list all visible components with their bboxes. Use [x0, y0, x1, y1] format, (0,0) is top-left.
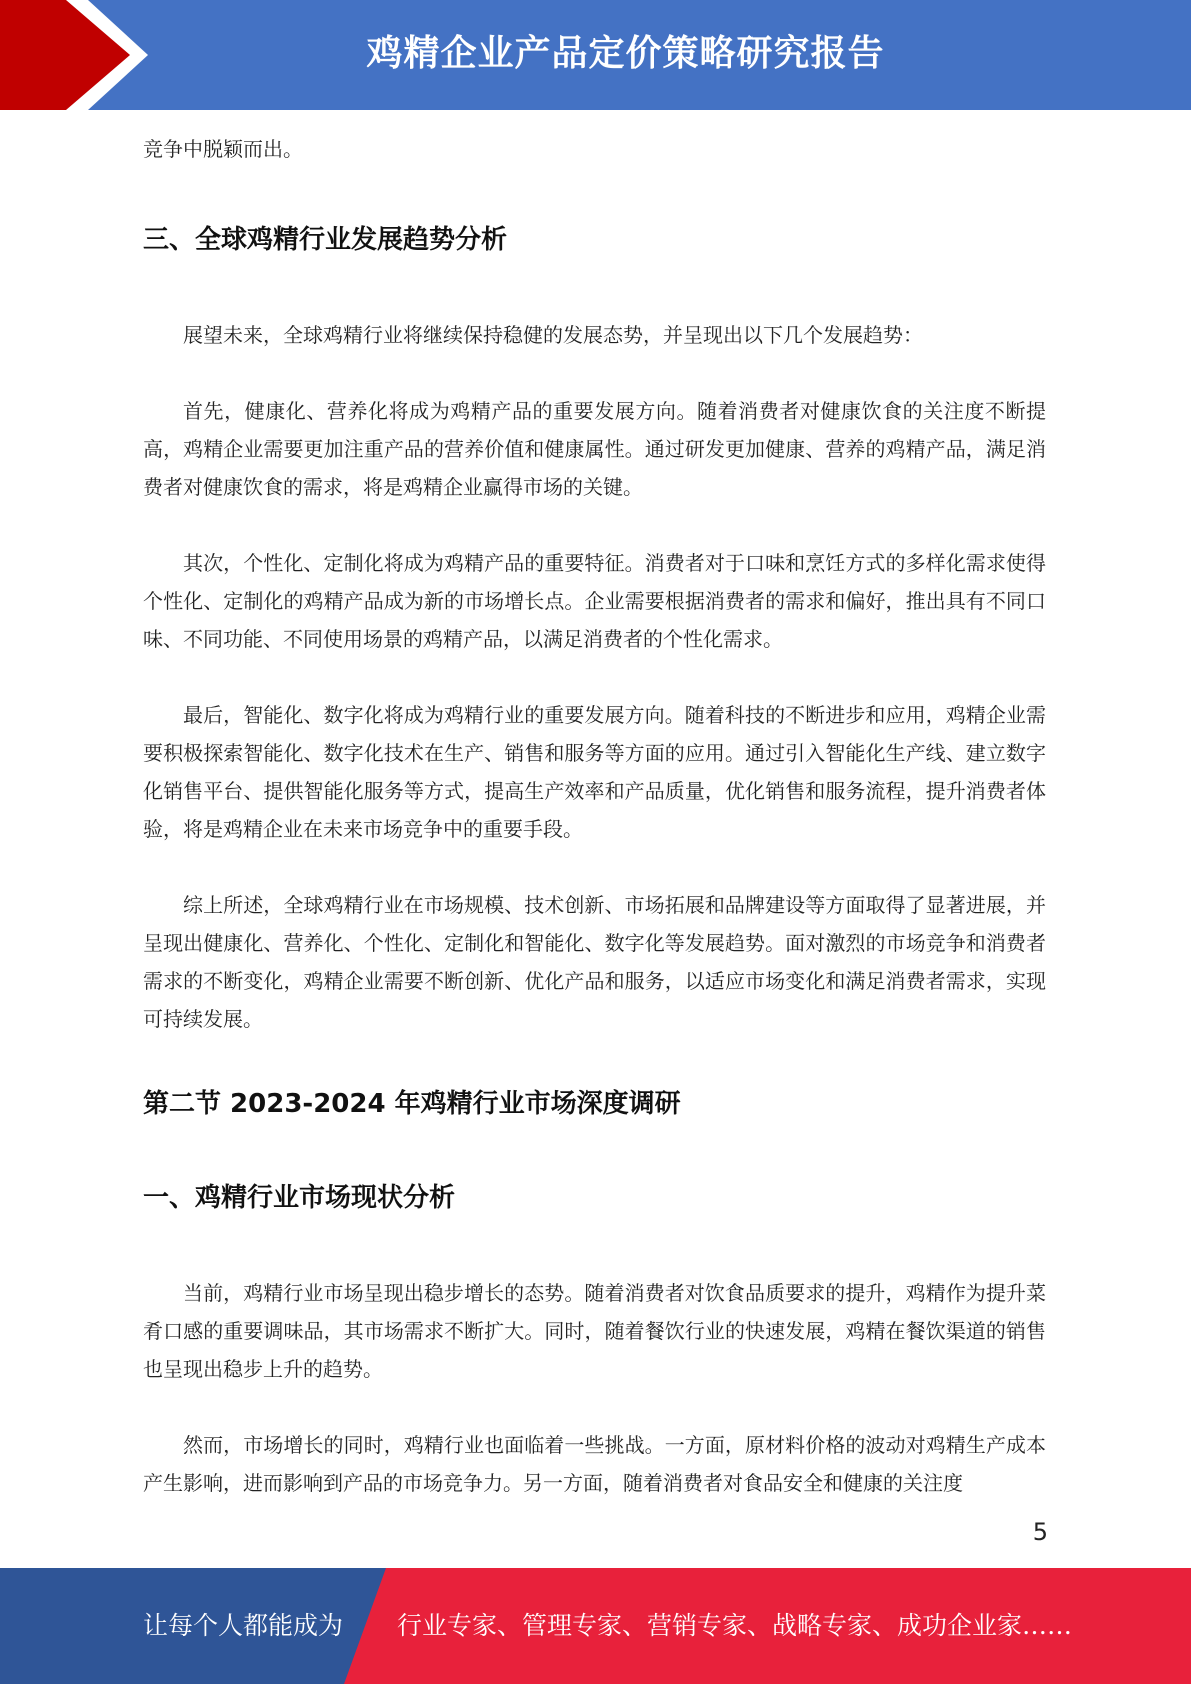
paragraph: 展望未来，全球鸡精行业将继续保持稳健的发展态势，并呈现出以下几个发展趋势： — [183, 323, 923, 347]
paragraph: 其次，个性化、定制化将成为鸡精产品的重要特征。消费者对于口味和烹饪方式的多样化需求使得个性化、定制化的鸡精产品成为新的市场增长点。企业需要根据消费者的需求和偏好，推出具有不同口味、不同功能、不同使用场景的鸡精产品，以满足消费者的个性化需求。 — [143, 551, 1046, 651]
page-number: 5 — [1032, 1518, 1048, 1546]
paragraph: 综上所述，全球鸡精行业在市场规模、技术创新、市场拓展和品牌建设等方面取得了显著进展，并呈现出健康化、营养化、个性化、定制化和智能化、数字化等发展趋势。面对激烈的市场竞争和消费者需求的不断变化，鸡精企业需要不断创新、优化产品和服务，以适应市场变化和满足消费者需求，实现可持续发展。 — [143, 893, 1046, 1031]
footer-slogan-left: 让每个人都能成为 — [143, 1611, 344, 1640]
intro-fragment: 竞争中脱颖而出。 — [143, 137, 303, 161]
header-title: 鸡精企业产品定价策略研究报告 — [366, 33, 885, 74]
page-footer — [0, 1568, 1191, 1684]
section-heading-market-status: 一、鸡精行业市场现状分析 — [143, 1183, 456, 1213]
page-header — [0, 0, 1191, 110]
header-arrow-icon — [0, 0, 160, 110]
paragraph: 当前，鸡精行业市场呈现出稳步增长的态势。随着消费者对饮食品质要求的提升，鸡精作为提升菜肴口感的重要调味品，其市场需求不断扩大。同时，随着餐饮行业的快速发展，鸡精在餐饮渠道的销售也呈现出稳步上升的趋势。 — [143, 1281, 1046, 1381]
paragraph: 最后，智能化、数字化将成为鸡精行业的重要发展方向。随着科技的不断进步和应用，鸡精企业需要积极探索智能化、数字化技术在生产、销售和服务等方面的应用。通过引入智能化生产线、建立数字化销售平台、提供智能化服务等方式，提高生产效率和产品质量，优化销售和服务流程，提升消费者体验，将是鸡精企业在未来市场竞争中的重要手段。 — [143, 703, 1046, 841]
document-body — [143, 130, 1046, 1502]
paragraph: 然而，市场增长的同时，鸡精行业也面临着一些挑战。一方面，原材料价格的波动对鸡精生产成本产生影响，进而影响到产品的市场竞争力。另一方面，随着消费者对食品安全和健康的关注度 — [143, 1433, 1046, 1495]
section-heading-global-trends: 三、全球鸡精行业发展趋势分析 — [143, 225, 508, 255]
paragraph: 首先，健康化、营养化将成为鸡精产品的重要发展方向。随着消费者对健康饮食的关注度不断提高，鸡精企业需要更加注重产品的营养价值和健康属性。通过研发更加健康、营养的鸡精产品，满足消费者对健康饮食的需求，将是鸡精企业赢得市场的关键。 — [143, 399, 1046, 499]
section-heading-market-research: 第二节 2023-2024 年鸡精行业市场深度调研 — [143, 1089, 681, 1119]
footer-slogan-right: 行业专家、管理专家、营销专家、战略专家、成功企业家…… — [397, 1611, 1073, 1640]
